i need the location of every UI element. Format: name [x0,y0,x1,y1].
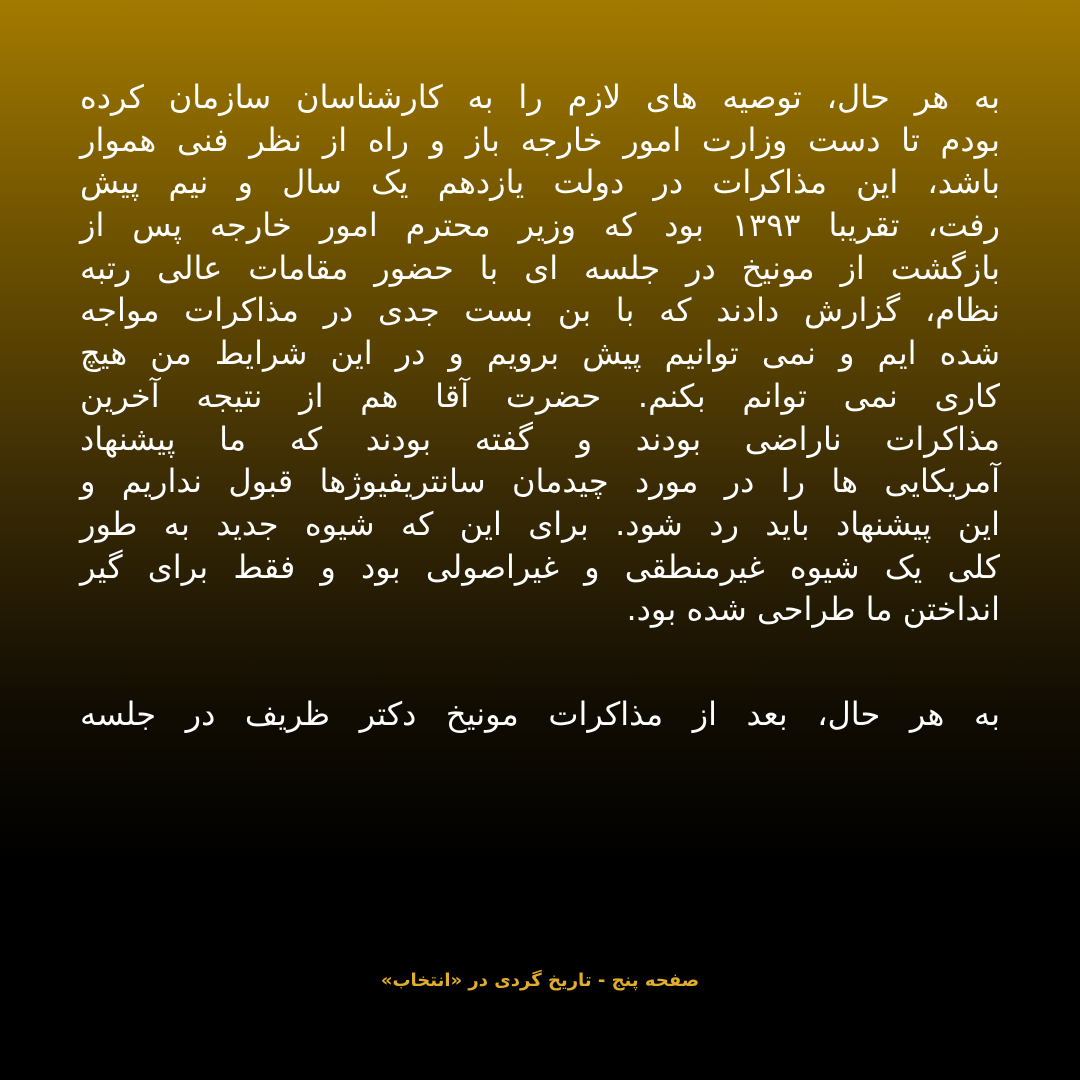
text-line: آمریکایی ها را در مورد چیدمان سانتریفیوژها قبول نداریم و [80,462,1000,501]
article-text [80,76,1000,736]
text-line: بودم تا دست وزارت امور خارجه باز و راه از نظر فنی هموار [80,120,1000,159]
text-line: بازگشت از مونیخ در جلسه ای با حضور مقامات عالی رتبه [80,248,1000,287]
text-line: مذاکرات ناراضی بودند و گفته بودند که ما پیشنهاد [80,419,1000,458]
text-line: باشد، این مذاکرات در دولت یازدهم یک سال و نیم پیش [80,163,1000,202]
text-line: به هر حال، توصیه های لازم را به کارشناسان سازمان کرده [80,78,1000,116]
text-line: کاری نمی توانم بکنم. حضرت آقا هم از نتیجه آخرین [80,376,1000,415]
text-line: شده ایم و نمی توانیم پیش برویم و در این شرایط من هیچ [80,334,1000,373]
paragraph-1 [80,76,1000,631]
text-line: کلی یک شیوه غیرمنطقی و غیراصولی بود و فقط برای گیر [80,547,1000,586]
text-line: به هر حال، بعد از مذاکرات مونیخ دکتر ظریف در جلسه [80,694,1000,733]
footer-caption: صفحه پنج - تاریخ گردی در «انتخاب» [380,970,700,991]
text-line: این پیشنهاد باید رد شود. برای این که شیوه جدید به طور [80,504,1000,543]
text-line: رفت، تقریبا ۱۳۹۳ بود که وزیر محترم امور خارجه پس از [80,206,1001,245]
paragraph-2 [80,693,1000,736]
text-line: نظام، گزارش دادند که با بن بست جدی در مذاکرات مواجه [80,291,1000,330]
text-line: انداختن ما طراحی شده بود. [626,590,1000,629]
